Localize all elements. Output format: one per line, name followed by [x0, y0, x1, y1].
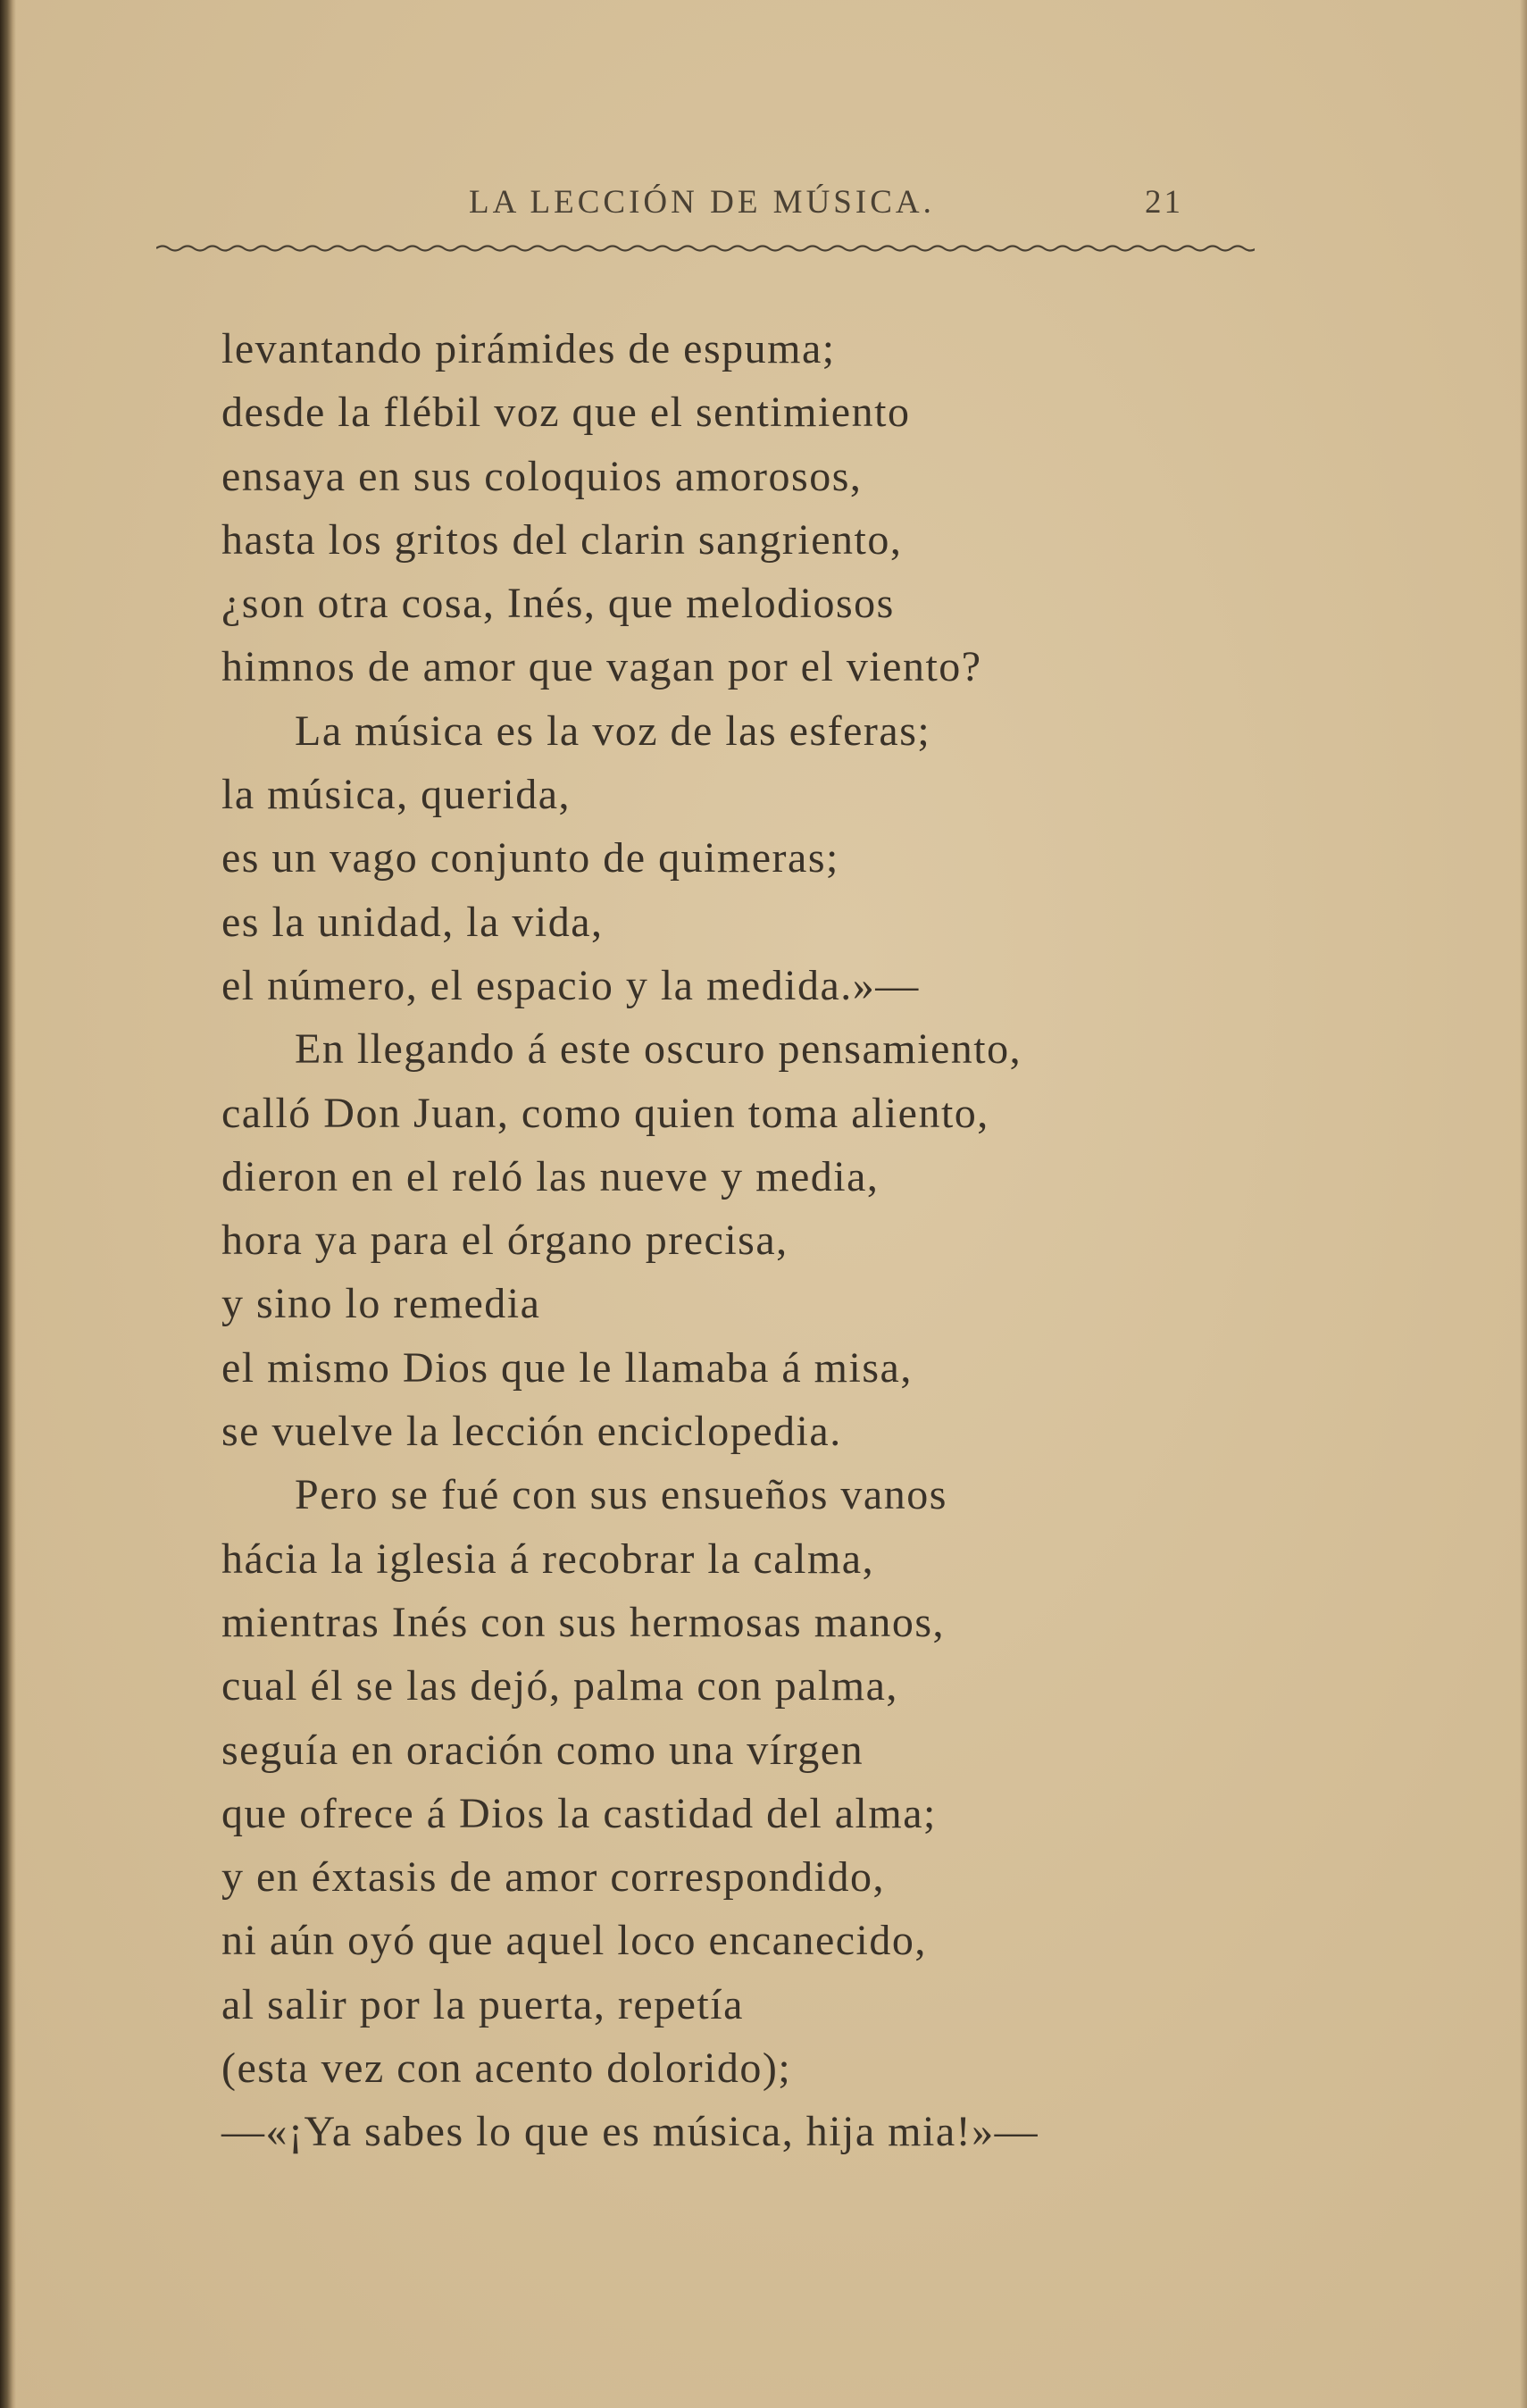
verse-line: cual él se las dejó, palma con palma,: [221, 1662, 898, 1710]
verse-line: levantando pirámides de espuma;: [221, 325, 836, 372]
verse-line: dieron en el reló las nueve y media,: [221, 1152, 880, 1200]
verse-line: hora ya para el órgano precisa,: [221, 1217, 789, 1265]
verse-line: y sino lo remedia: [221, 1280, 541, 1328]
verse-line: la música, querida,: [221, 771, 572, 819]
poem-text: [221, 317, 1257, 2164]
running-header: [161, 183, 1259, 237]
verse-line: Pero se fué con sus ensueños vanos: [295, 1471, 947, 1519]
verse-line: —«¡Ya sabes lo que es música, hija mia!»—: [221, 2108, 1039, 2156]
verse-line: calló Don Juan, como quien toma aliento,: [221, 1089, 989, 1137]
verse-line: ¿son otra cosa, Inés, que melodiosos: [221, 580, 895, 628]
verse-line: hácia la iglesia á recobrar la calma,: [221, 1534, 875, 1583]
verse-line: ni aún oyó que aquel loco encanecido,: [221, 1917, 927, 1965]
verse-line: seguía en oración como una vírgen: [221, 1726, 864, 1774]
verse-line: y en éxtasis de amor correspondido,: [221, 1853, 885, 1902]
page-edge: [1520, 0, 1527, 2408]
verse-line: mientras Inés con sus hermosas manos,: [221, 1598, 946, 1646]
verse-line: (esta vez con acento dolorido);: [221, 2044, 792, 2093]
verse-line: se vuelve la lección enciclopedia.: [221, 1408, 842, 1456]
verse-line: himnos de amor que vagan por el viento?: [221, 643, 982, 691]
verse-line: el mismo Dios que le llamaba á misa,: [221, 1343, 913, 1392]
verse-line: al salir por la puerta, repetía: [221, 1980, 744, 2028]
wavy-rule-ornament: [156, 239, 1255, 257]
verse-line: La música es la voz de las esferas;: [295, 707, 931, 755]
verse-line: es un vago conjunto de quimeras;: [221, 834, 839, 882]
page-number: 21: [1145, 184, 1183, 221]
verse-line: ensaya en sus coloquios amorosos,: [221, 452, 863, 500]
verse-line: el número, el espacio y la medida.»—: [221, 961, 920, 1009]
verse-line: hasta los gritos del clarin sangriento,: [221, 515, 903, 564]
verse-line: desde la flébil voz que el sentimiento: [221, 389, 911, 437]
running-title: LA LECCIÓN DE MÚSICA.: [469, 184, 935, 221]
verse-line: que ofrece á Dios la castidad del alma;: [221, 1789, 937, 1837]
verse-line: En llegando á este oscuro pensamiento,: [295, 1025, 1022, 1074]
verse-line: es la unidad, la vida,: [221, 898, 604, 946]
binding-edge: [0, 0, 16, 2408]
